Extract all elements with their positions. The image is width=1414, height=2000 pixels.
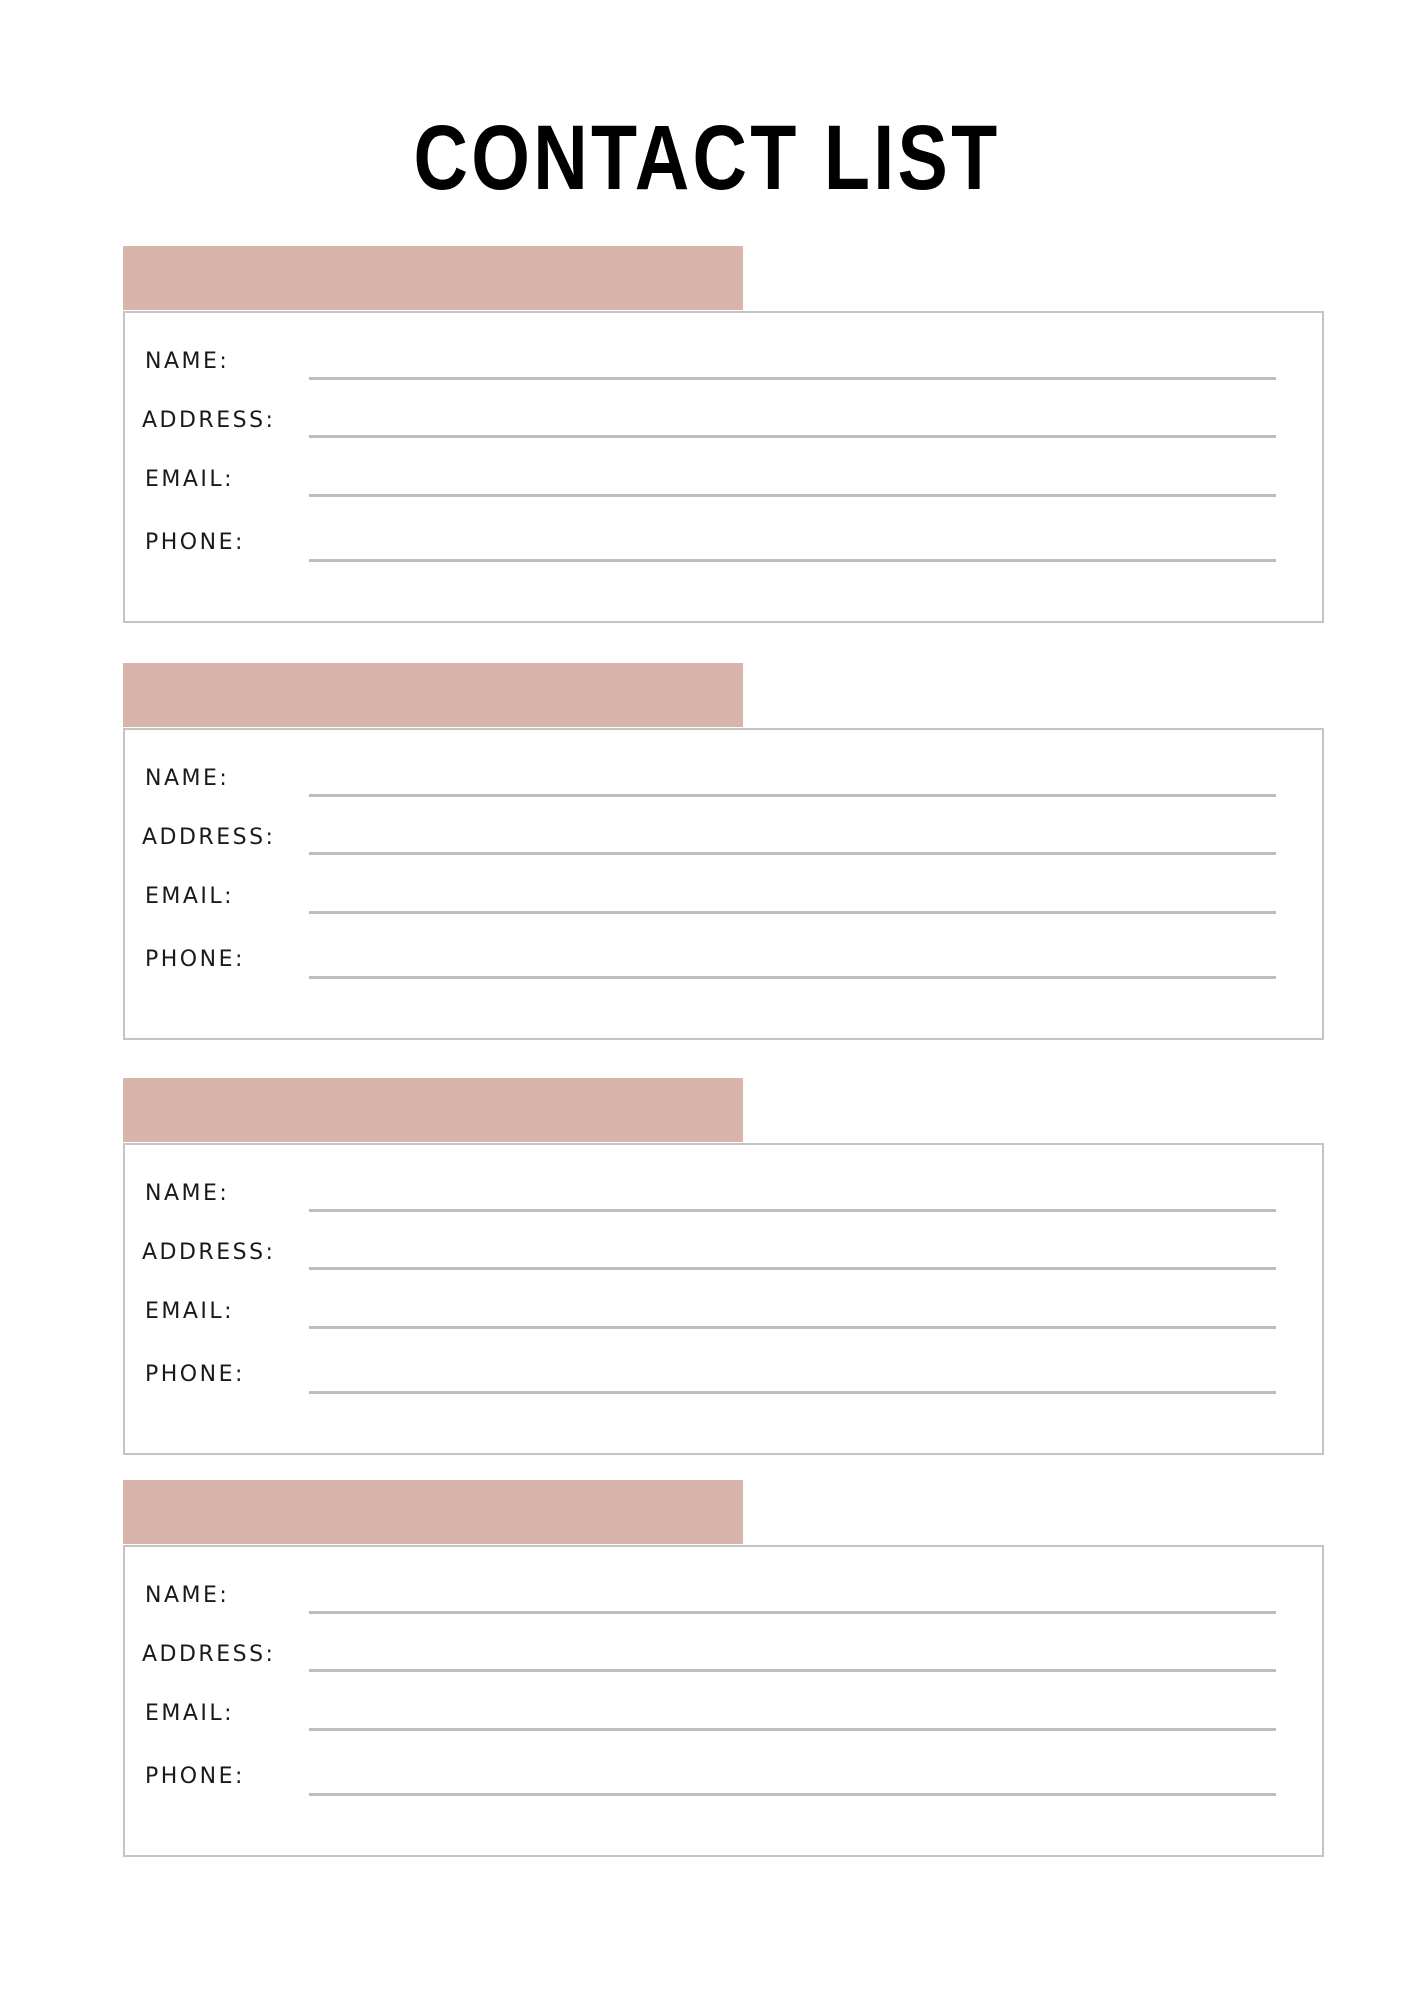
phone-label: PHONE: [145, 1362, 245, 1387]
contact-card-header-tab[interactable] [123, 1078, 743, 1142]
name-field[interactable] [125, 1181, 1322, 1221]
contact-card-body [123, 1545, 1324, 1857]
email-field[interactable] [125, 1701, 1322, 1741]
name-label: NAME: [145, 349, 230, 374]
email-field[interactable] [125, 467, 1322, 507]
phone-input-line[interactable] [309, 559, 1276, 562]
address-field[interactable] [125, 1642, 1322, 1682]
address-input-line[interactable] [309, 1669, 1276, 1672]
name-input-line[interactable] [309, 1209, 1276, 1212]
address-label: ADDRESS: [142, 825, 276, 850]
email-label: EMAIL: [145, 884, 235, 909]
email-field[interactable] [125, 884, 1322, 924]
email-input-line[interactable] [309, 911, 1276, 914]
name-label: NAME: [145, 1583, 230, 1608]
address-field[interactable] [125, 1240, 1322, 1280]
phone-input-line[interactable] [309, 976, 1276, 979]
contact-card-body [123, 1143, 1324, 1455]
phone-input-line[interactable] [309, 1793, 1276, 1796]
name-field[interactable] [125, 1583, 1322, 1623]
phone-label: PHONE: [145, 1764, 245, 1789]
phone-input-line[interactable] [309, 1391, 1276, 1394]
address-field[interactable] [125, 825, 1322, 865]
contact-card-header-tab[interactable] [123, 663, 743, 727]
email-label: EMAIL: [145, 1701, 235, 1726]
email-input-line[interactable] [309, 1728, 1276, 1731]
phone-field[interactable] [125, 530, 1322, 570]
name-input-line[interactable] [309, 377, 1276, 380]
email-label: EMAIL: [145, 1299, 235, 1324]
name-field[interactable] [125, 766, 1322, 806]
address-input-line[interactable] [309, 852, 1276, 855]
phone-field[interactable] [125, 1764, 1322, 1804]
contact-card-body [123, 311, 1324, 623]
contact-card-header-tab[interactable] [123, 246, 743, 310]
name-input-line[interactable] [309, 1611, 1276, 1614]
name-field[interactable] [125, 349, 1322, 389]
address-input-line[interactable] [309, 1267, 1276, 1270]
name-label: NAME: [145, 1181, 230, 1206]
email-input-line[interactable] [309, 494, 1276, 497]
name-input-line[interactable] [309, 794, 1276, 797]
phone-field[interactable] [125, 1362, 1322, 1402]
phone-label: PHONE: [145, 947, 245, 972]
contact-card-body [123, 728, 1324, 1040]
email-field[interactable] [125, 1299, 1322, 1339]
address-label: ADDRESS: [142, 1240, 276, 1265]
address-label: ADDRESS: [142, 1642, 276, 1667]
phone-label: PHONE: [145, 530, 245, 555]
email-label: EMAIL: [145, 467, 235, 492]
email-input-line[interactable] [309, 1326, 1276, 1329]
phone-field[interactable] [125, 947, 1322, 987]
name-label: NAME: [145, 766, 230, 791]
contact-card-header-tab[interactable] [123, 1480, 743, 1544]
address-field[interactable] [125, 408, 1322, 448]
address-label: ADDRESS: [142, 408, 276, 433]
page-title: CONTACT LIST [413, 107, 1001, 209]
address-input-line[interactable] [309, 435, 1276, 438]
